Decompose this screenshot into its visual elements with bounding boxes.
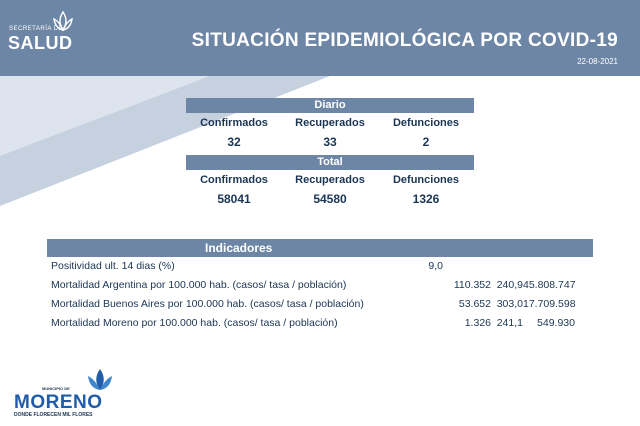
diario-value-defunciones: 2 (422, 134, 430, 149)
indicador-tasa: 303,0 (496, 298, 523, 310)
total-value-defunciones: 1326 (412, 191, 440, 206)
indicador-label: Mortalidad Buenos Aires por 100.000 hab. (casos/ tasa / población) (51, 298, 364, 310)
indicador-row-positividad (47, 257, 593, 276)
total-col-defunciones: Defunciones (392, 173, 459, 186)
indicador-poblacion: 17.709.598 (523, 298, 576, 310)
diario-col-confirmados: Confirmados (200, 116, 268, 129)
moreno-wordmark: MORENO (14, 392, 103, 413)
diario-values-row (186, 132, 474, 151)
indicador-value: 9,0 (428, 260, 443, 272)
diario-col-recuperados: Recuperados (295, 116, 365, 129)
indicador-casos: 1.326 (464, 317, 491, 329)
lotus-flower-icon (84, 368, 116, 394)
diario-heading: Diario (186, 98, 474, 113)
moreno-slogan: DONDE FLORECEN MIL FLORES (14, 412, 93, 418)
indicador-row-buenos-aires (47, 295, 593, 314)
indicador-poblacion: 549.930 (537, 317, 575, 329)
total-value-recuperados: 54580 (313, 191, 347, 206)
indicador-label: Mortalidad Moreno por 100.000 hab. (casos/ tasa / población) (51, 317, 338, 329)
total-header-row (186, 170, 474, 189)
report-date: 22-08-2021 (577, 57, 618, 66)
page-title: SITUACIÓN EPIDEMIOLÓGICA POR COVID-19 (191, 30, 618, 51)
logo-subtitle: SECRETARÍA DE (9, 26, 64, 32)
indicador-poblacion: 45.808.747 (523, 279, 576, 291)
indicador-casos: 53.652 (458, 298, 491, 310)
total-values-row (186, 189, 474, 208)
total-value-confirmados: 58041 (217, 191, 251, 206)
total-table (186, 155, 474, 208)
total-heading: Total (186, 155, 474, 170)
header-banner (0, 0, 640, 76)
indicador-tasa: 240,9 (496, 279, 523, 291)
indicador-row-argentina (47, 276, 593, 295)
moreno-logo (12, 366, 122, 418)
diario-header-row (186, 113, 474, 132)
total-col-confirmados: Confirmados (200, 173, 268, 186)
indicadores-heading: Indicadores (47, 239, 593, 257)
indicador-tasa: 241,1 (496, 317, 523, 329)
indicador-label: Mortalidad Argentina por 100.000 hab. (casos/ tasa / población) (51, 279, 347, 291)
indicador-label: Positividad ult. 14 dias (%) (51, 260, 175, 272)
municipio-label: MUNICIPIO DE (42, 386, 70, 391)
indicador-row-moreno (47, 314, 593, 333)
diario-value-confirmados: 32 (227, 134, 241, 149)
diario-table (186, 98, 474, 151)
diario-col-defunciones: Defunciones (392, 116, 459, 129)
logo-salud: SALUD (8, 33, 73, 53)
indicadores-table (47, 239, 593, 333)
indicador-casos: 110.352 (453, 279, 491, 291)
diario-value-recuperados: 33 (323, 134, 337, 149)
total-col-recuperados: Recuperados (295, 173, 365, 186)
